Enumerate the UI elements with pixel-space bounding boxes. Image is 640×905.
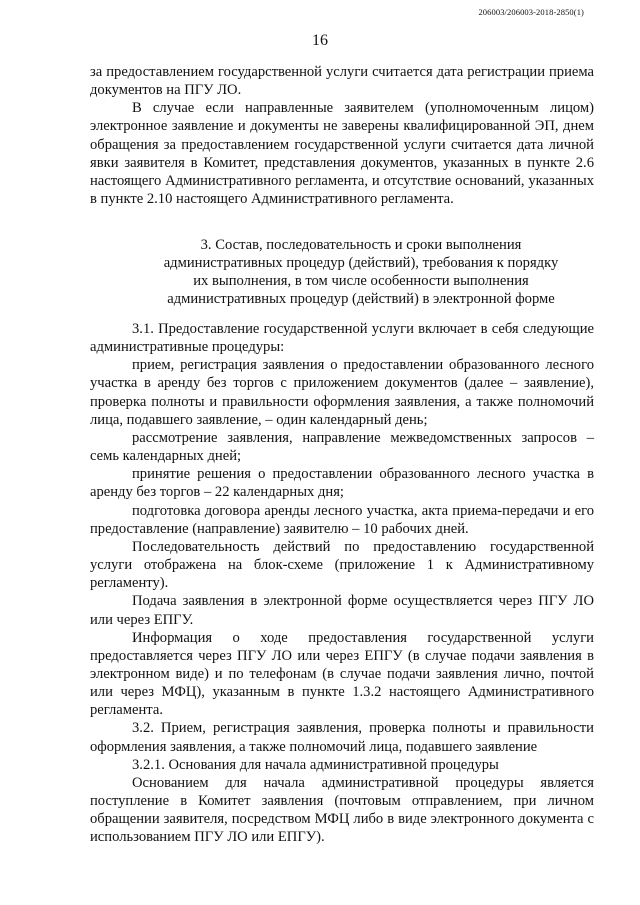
paragraph: 3.1. Предоставление государственной услуги включает в себя следующие административные процедуры: <box>90 321 594 356</box>
intro-text <box>90 63 594 208</box>
paragraph: рассмотрение заявления, направление межведомственных запросов – семь календарных дней; <box>90 429 594 465</box>
section-heading <box>90 236 594 308</box>
paragraph: прием, регистрация заявления о предоставлении образованного лесного участка в аренду без торгов с приложением документов (далее – заявление), проверка полноты и правильности оформления заявления, а также полномочий лица, подавшего заявление, – один календарный день; <box>90 357 594 428</box>
paragraph: Основанием для начала административной процедуры является поступление в Комитет заявления (почтовым отправлением, при личном обращении заявителя, посредством МФЦ либо в виде электронного документа с использованием ПГУ ЛО или ЕПГУ). <box>90 774 594 846</box>
document-id: 206003/206003-2018-2850(1) <box>478 7 584 17</box>
paragraph: за предоставлением государственной услуги считается дата регистрации приема документов на ПГУ ЛО. <box>90 64 594 99</box>
paragraph: Подача заявления в электронной форме осуществляется через ПГУ ЛО или через ЕПГУ. <box>90 593 594 628</box>
paragraph: Последовательность действий по предоставлению государственной услуги отображена на блок-схеме (приложение 1 к Административному регламенту). <box>90 538 594 592</box>
heading-line: 3. Состав, последовательность и сроки выполнения <box>200 237 522 253</box>
paragraph: Информация о ходе предоставления государственной услуги предоставляется через ПГУ ЛО или через ЕПГУ (в случае подачи заявления в электронном виде) и по телефонам (в случае подачи заявления лично, почтой или через МФЦ), указанным в пункте 1.3.2 настоящего Административного регламента. <box>90 629 594 719</box>
paragraph: подготовка договора аренды лесного участка, акта приема-передачи и его предоставление (направление) заявителю – 10 рабочих дней. <box>90 502 594 537</box>
heading-line: их выполнения, в том числе особенности выполнения <box>193 273 529 290</box>
paragraph: В случае если направленные заявителем (уполномоченным лицом) электронное заявление и документы не заверены квалифицированной ЭП, днем обращения за предоставлением государственной услуги считается дата личной явки заявителя в Комитет, представления документов, указанных в пункте 2.6 настоящего Административного регламента, и отсутствие оснований, указанных в пункте 2.10 настоящего Административного регламента. <box>90 100 594 208</box>
paragraph: 3.2. Прием, регистрация заявления, проверка полноты и правильности оформления заявления, а также полномочий лица, подавшего заявление <box>90 720 594 755</box>
heading-line: административных процедур (действий), требования к порядку <box>163 255 559 272</box>
paragraph: принятие решения о предоставлении образованного лесного участка в аренду без торгов – 22 календарных дня; <box>90 466 594 501</box>
heading-line: административных процедур (действий) в электронной форме <box>167 291 555 308</box>
page-number: 16 <box>312 32 328 49</box>
section-text <box>90 320 594 847</box>
paragraph: 3.2.1. Основания для начала административной процедуры <box>132 756 499 773</box>
